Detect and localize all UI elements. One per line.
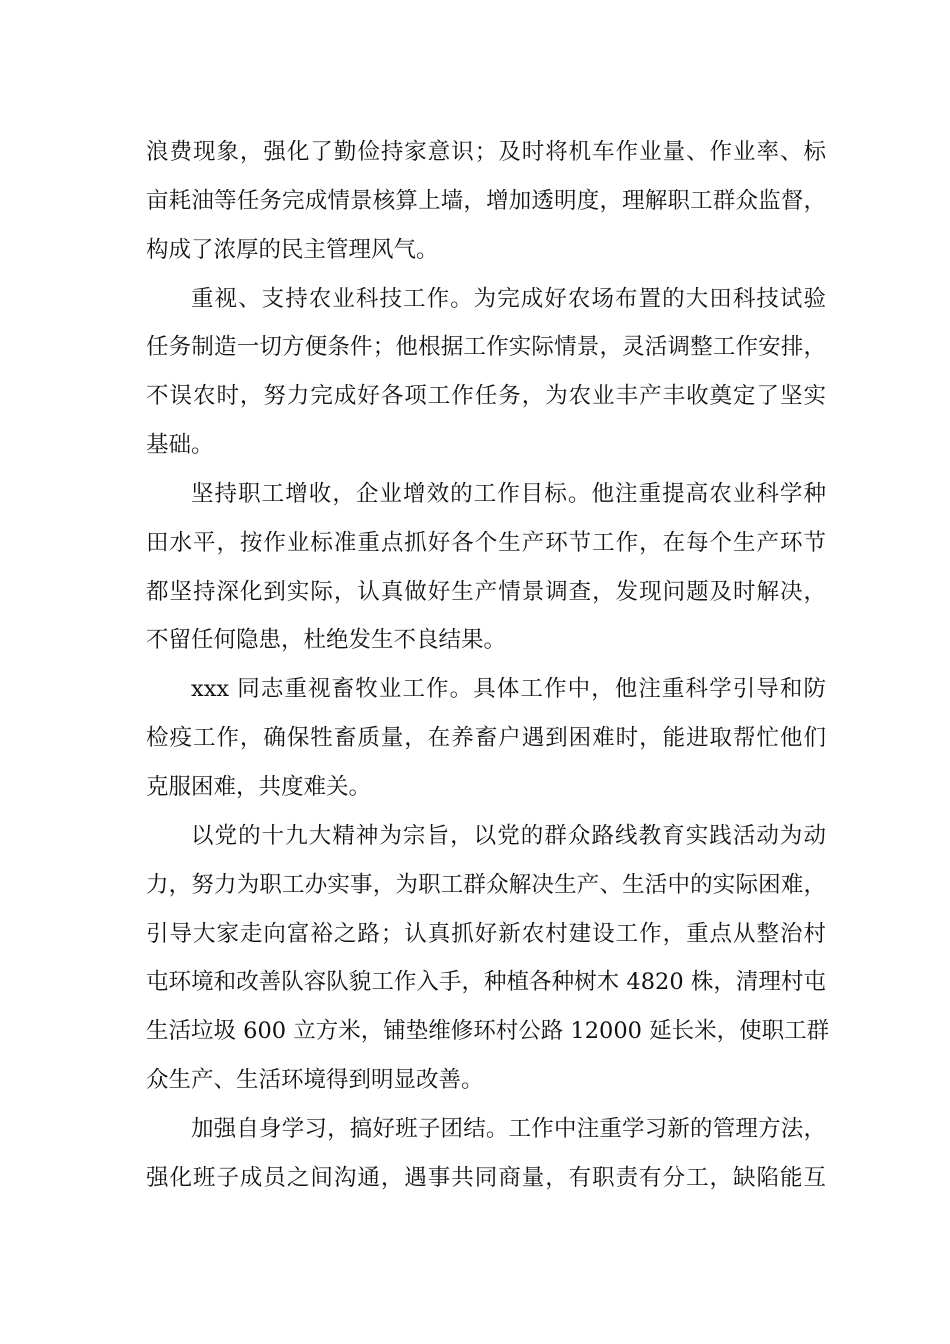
text-line: 任务制造一切方便条件；他根据工作实际情景，灵活调整工作安排， xyxy=(146,334,826,361)
text-line: 重视、支持农业科技工作。为完成好农场布置的大田科技试验 xyxy=(191,285,826,312)
text-line: 加强自身学习，搞好班子团结。工作中注重学习新的管理方法， xyxy=(191,1115,826,1142)
text-line: 生活垃圾 600 立方米，铺垫维修环村公路 12000 延长米，使职工群 xyxy=(146,1018,830,1045)
paragraph xyxy=(146,470,826,665)
text-line: 田水平，按作业标准重点抓好各个生产环节工作，在每个生产环节 xyxy=(146,529,826,556)
text-line: 克服困难，共度难关。 xyxy=(146,773,372,800)
text-line: 基础。 xyxy=(146,432,214,459)
text-line: 构成了浓厚的民主管理风气。 xyxy=(146,236,439,263)
text-line: 检疫工作，确保牲畜质量，在养畜户遇到困难时，能进取帮忙他们 xyxy=(146,725,826,752)
text-line: 不误农时，努力完成好各项工作任务，为农业丰产丰收奠定了坚实 xyxy=(146,383,826,410)
text-line: 浪费现象，强化了勤俭持家意识；及时将机车作业量、作业率、标 xyxy=(146,139,826,165)
paragraph xyxy=(146,275,826,470)
paragraph xyxy=(146,812,830,1105)
text-line: 引导大家走向富裕之路；认真抓好新农村建设工作，重点从整治村 xyxy=(146,920,826,947)
paragraph xyxy=(146,665,826,812)
text-line: 都坚持深化到实际，认真做好生产情景调查，发现问题及时解决， xyxy=(146,578,826,605)
document-body xyxy=(146,128,830,1203)
paragraph xyxy=(146,128,826,275)
text-line: 强化班子成员之间沟通，遇事共同商量，有职责有分工，缺陷能互 xyxy=(146,1164,826,1191)
text-line: 力，努力为职工办实事，为职工群众解决生产、生活中的实际困难， xyxy=(146,871,826,898)
text-line: 亩耗油等任务完成情景核算上墙，增加透明度，理解职工群众监督， xyxy=(146,187,826,214)
text-line: 屯环境和改善队容队貌工作入手，种植各种树木 4820 株，清理村屯 xyxy=(146,969,826,996)
text-line: 不留任何隐患，杜绝发生不良结果。 xyxy=(146,627,507,654)
text-line: 坚持职工增收，企业增效的工作目标。他注重提高农业科学种 xyxy=(191,480,826,507)
text-line: 以党的十九大精神为宗旨，以党的群众路线教育实践活动为动 xyxy=(191,822,826,849)
paragraph xyxy=(146,1105,826,1203)
text-line: xxx 同志重视畜牧业工作。具体工作中，他注重科学引导和防 xyxy=(191,676,826,703)
text-line: 众生产、生活环境得到明显改善。 xyxy=(146,1067,484,1094)
